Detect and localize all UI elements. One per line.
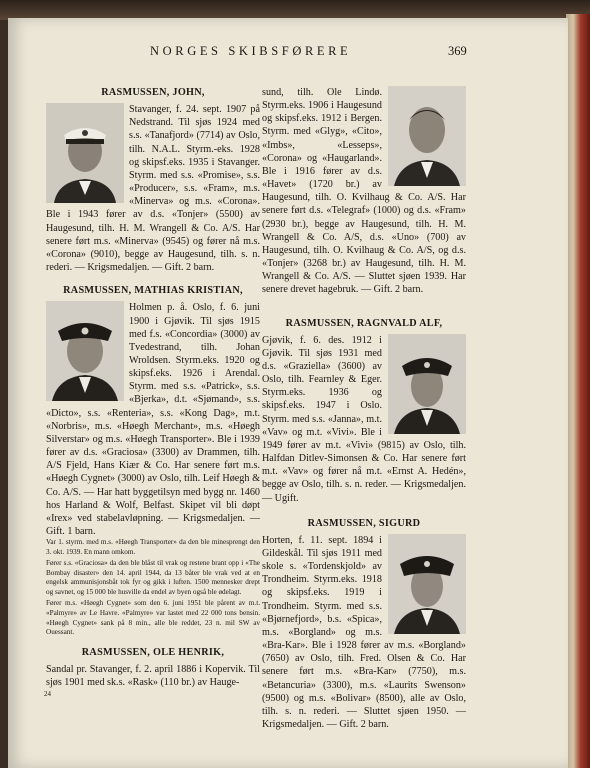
book-page-edge <box>566 14 590 768</box>
entry-name: RASMUSSEN, OLE HENRIK, <box>81 647 225 659</box>
entry-name: RASMUSSEN, SIGURD <box>307 517 421 529</box>
entry-note: Var 1. styrm. med m.s. «Høegh Transporter» da den ble minesprengt den 3. okt. 1939. En mann omkom. <box>46 538 260 556</box>
entry-name: RASMUSSEN, MATHIAS KRISTIAN, <box>63 285 243 297</box>
page-number: 369 <box>448 44 467 58</box>
portrait-photo <box>388 534 466 634</box>
entry-note: Fører s.s. «Graciosa» da den ble blåst til vrak og restene brant opp i «The Bombay disaster» den 14. april 1944, da 13 båter ble vrak ved at en engelsk ammunisjonsbåt tok fyr og gikk i luften. 1500 mennesker drept og savnet, og 15 000 ble husville da endel av byen også ble ødelagt. <box>46 558 260 597</box>
portrait-photo <box>388 334 466 434</box>
left-column <box>46 86 260 690</box>
entry-text: Sandal pr. Stavanger, f. 2. april 1886 i Kopervik. Til sjøs 1901 med sk.s. «Rask» (110 br.) av Hauge- <box>46 664 260 689</box>
entry-text: Horten, f. 11. sept. 1894 i Gildeskål. Til sjøs 1911 med skole s. «Tordenskjold» av Trondheim. Styrm.eks. 1918 og skipsf.eks. 1919 i Trondheim. Styrm. med s.s. «Bjørnefjord», b.s. «Spica», m.s. «Borgland» og m.s. «Bra-Kar». Ble i 1928 fører av m.s. «Borgland» (7650) av Oslo, tilh. Fred. Olsen & Co. Har senere ført m.s. «Bra-Kar» (7750), m.s. «Betancuria» (3300), m.s. «Laurits Swenson» (9500) og m.s. «Bolivar» (8500), alle av Oslo, tilh. s. n. rederi. — Sluttet sjøen 1950. — Krigsmedaljen. — Gift. 2 barn. <box>262 534 466 731</box>
book-spine-top <box>0 0 590 20</box>
entry-text: Stavanger, f. 24. sept. 1907 på Nedstrand. Til sjøs 1924 med s.s. «Tanafjord» (7714) av Oslo, tilh. N.A.L. Styrm.-eks. 1928 og skipsf.eks. 1935 i Stavanger. Styrm. med s.s. «Promise», s.s. «Producer», s.s. «Fram», m.s. «Minerva» og m.s. «Corona». Ble i 1943 fører av d.s. «Tonjer» (5500) av Haugesund, tilh. H. M. Wrangell & Co. A/S. Har senere ført m.s. «Minerva» (9545) og fører nå m.s. «Corona» (9010), begge av Haugesund, tilh. s. n. rederi. — Krigsmedaljen. — Gift. 2 barn. <box>46 104 260 274</box>
right-column <box>262 86 466 731</box>
entry-text: sund, tilh. Ole Lindø. Styrm.eks. 1906 i Haugesund og skipsf.eks. 1912 i Bergen. Styrm. med «Glyg», «Cito», «Imbs», «Lesseps», «Corona» og «Haugarland». Ble i 1916 fører av d.s. «Havet» (1720 br.) av Haugesund, tilh. O. Kvilhaug & Co. A/S. Har senere ført d.s. «Telegraf» (1000) og d.s. «Fram» (2930 br.), begge av Haugesund, tilh. H. M. Wrangell & Co. A/S, d.s. «Uno» (700) av Haugesund, tilh. O. Kvilhaug & Co. A/S, og d.s. «Tonjer» (3268 br.) av Haugesund, tilh. H. M. Wrangell & Co. A/S. — Sluttet sjøen 1939. Har senere drevet hagebruk. — Gift. 2 barn. <box>262 87 466 296</box>
portrait-photo <box>46 103 124 203</box>
entry-text: Holmen p. å. Oslo, f. 6. juni 1900 i Gjøvik. Til sjøs 1915 med f.s. «Concordia» (3000) av Tvedestrand, tilh. Johan Wroldsen. Styrm.eks. 1920 og skipsf.eks. 1926 i Arendal. Styrm. med s.s. «Patrick», s.s. «Bjerka», d.t. «Sjømand», s.s. «Dicto», s.s. «Renteria», s.s. «Kong Dag», m.t. «Norbris», m.s. «Høegh Merchant», m.s. «Høegh Silverstar» og m.s. «Høegh Transporter». Ble i 1939 fører av d.s. «Graciosa» (3300) av Drammen, tilh. A/S Fjeld, Hans Kiær & Co. Har senere ført m.s. «Høegh Cygnet» (3000) av Oslo, tilh. Leif Høegh & Co. A/S. — Har hatt byggetilsyn med bygg nr. 1460 hos Harland & Wolf, Belfast. Skipet vil bli døpt «Irex» ved stabelavløpning. — Krigsmedaljen. — Gift. 1 barn. <box>46 302 260 537</box>
entry-text: Gjøvik, f. 6. des. 1912 i Gjøvik. Til sjøs 1931 med d.s. «Graziella» (3600) av Oslo, tilh. Fearnley & Eger. Styrm.eks. 1936 og skipsf.eks. 1947 i Oslo. Styrm. med s.s. «Janna», m.t. «Vav» og m.t. «Vivi». Ble i 1949 fører av m.t. «Vivi» (9815) av Oslo, tilh. Halfdan Ditlev-Simonsen & Co. Har senere ført m.t. «Vav» og fører nå m.t. «Ernst A. Hedén», begge av Oslo, tilh. s. n. reder. — Krigsmedaljen. — Ugift. <box>262 334 466 504</box>
portrait-photo <box>46 301 124 401</box>
entry-note: Fører m.s. «Høegh Cygnet» som den 6. juni 1951 ble pårent av m.t. «Palmyre» av Le Havre. «Palmyre» var lastet med 22 000 tons bensin. «Høegh Cygnet» sank på 8 min., alle ble reddet, 23 n. mil SW av Ouessant. <box>46 598 260 637</box>
entry-name: RASMUSSEN, RAGNVALD ALF, <box>285 317 443 329</box>
page-header: NORGES SKIBSFØRERE <box>150 44 352 58</box>
entry-name: RASMUSSEN, JOHN, <box>101 87 205 98</box>
footer-signature: 24 <box>44 690 51 698</box>
portrait-photo <box>388 86 466 186</box>
